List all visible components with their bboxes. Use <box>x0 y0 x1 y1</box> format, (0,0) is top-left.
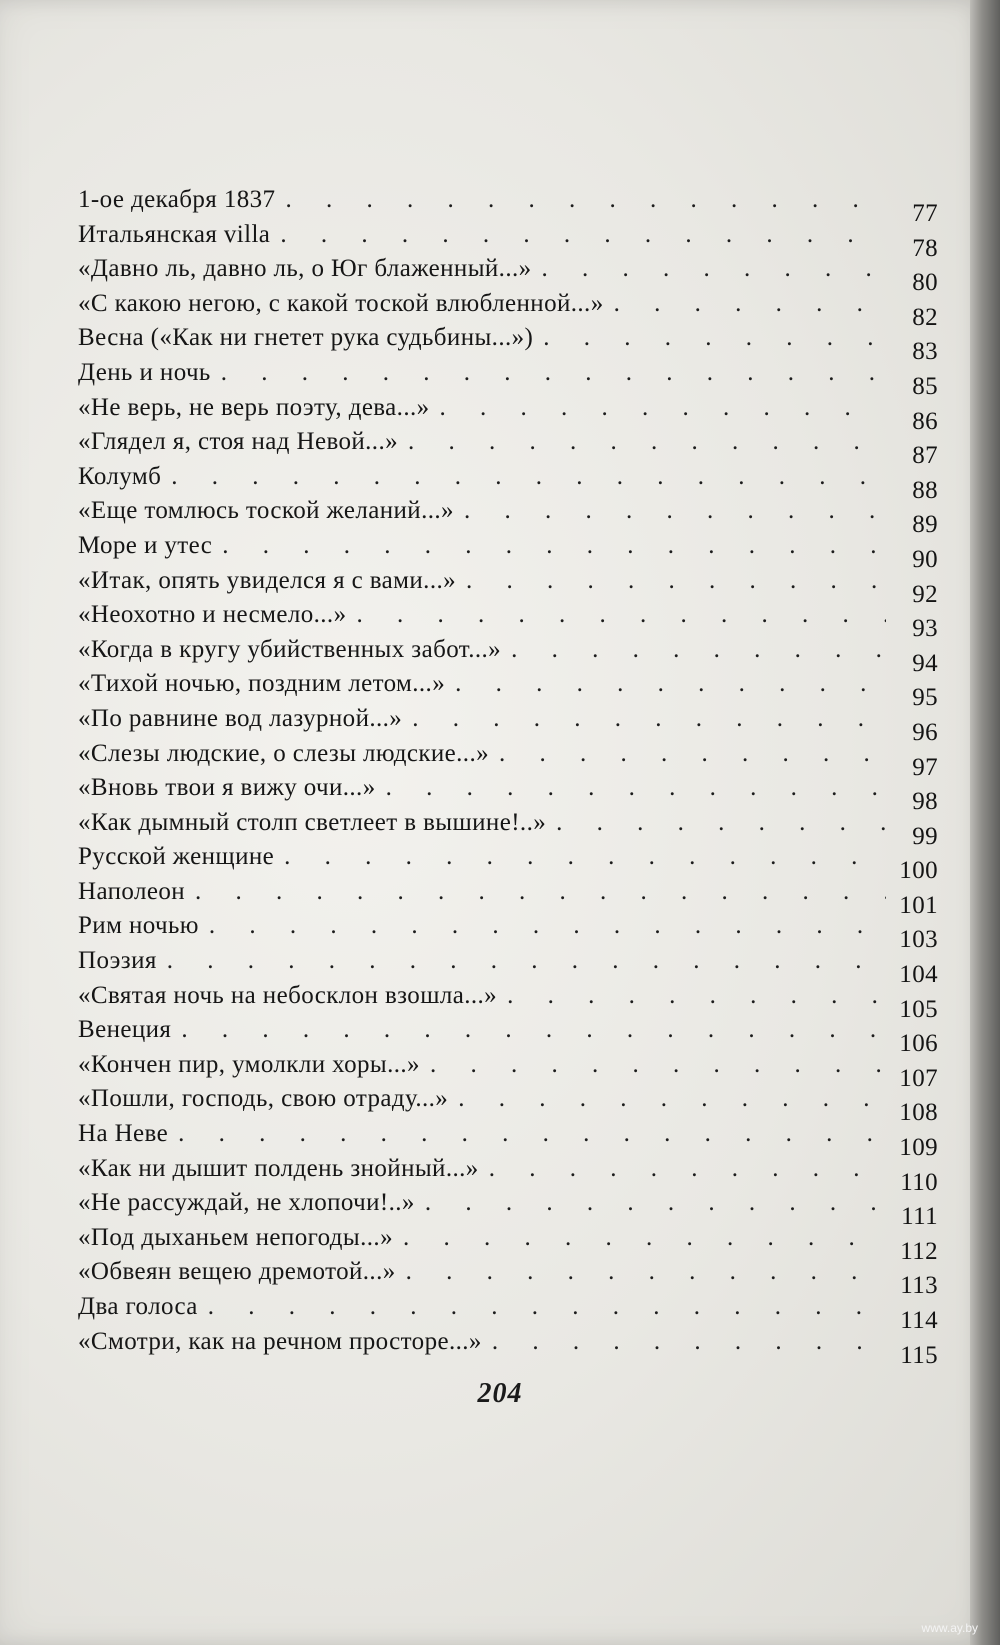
toc-entry-title: Колумб <box>78 462 162 490</box>
toc-entry-page: 109 <box>899 1134 938 1162</box>
toc-entry-title: «Как дымный столп светлеет в вышине!..» <box>78 808 547 836</box>
toc-entry-page: 97 <box>912 753 938 781</box>
toc-entry <box>78 909 938 954</box>
toc-dot-leader <box>604 287 886 322</box>
toc-dot-leader <box>546 806 886 841</box>
toc-entry-title: Наполеон <box>78 877 186 905</box>
toc-entry-title: Русской женщине <box>78 843 275 871</box>
toc-entry-title: «Итак, опять увиделся я с вами...» <box>78 566 457 594</box>
toc-entry-page: 95 <box>912 684 938 712</box>
toc-dot-leader <box>198 1290 886 1325</box>
toc-dot-leader <box>454 494 886 529</box>
toc-entry-page: 88 <box>912 476 938 504</box>
toc-dot-leader <box>396 1255 886 1290</box>
toc-entry-page: 90 <box>912 545 938 573</box>
toc-entry-page: 80 <box>912 269 938 297</box>
toc-entry-title: «Не верь, не верь поэту, дева...» <box>78 393 430 421</box>
toc-dot-leader <box>199 909 886 944</box>
toc-entry <box>78 806 938 850</box>
toc-entry-page: 114 <box>900 1307 938 1334</box>
toc-entry-title: «Глядел я, стоя над Невой...» <box>78 428 399 456</box>
toc-dot-leader <box>532 252 886 287</box>
toc-entry-title: На Неве <box>78 1120 169 1148</box>
toc-entry <box>78 321 938 366</box>
toc-entry <box>78 840 938 885</box>
toc-entry <box>78 875 938 919</box>
toc-entry <box>78 1325 938 1369</box>
toc-entry-title: 1-ое декабря 1837 <box>78 186 276 213</box>
toc-dot-leader <box>275 183 886 218</box>
toc-entry-title: «Святая ночь на небосклон взошла...» <box>78 981 498 1009</box>
toc-entry <box>78 1221 938 1265</box>
toc-entry-page: 82 <box>912 303 938 331</box>
toc-entry-page: 111 <box>901 1203 938 1231</box>
toc-entry <box>78 564 938 608</box>
toc-dot-leader <box>157 944 886 979</box>
toc-entry-page: 110 <box>900 1168 938 1196</box>
toc-entry-page: 98 <box>912 788 938 816</box>
toc-entry-page: 103 <box>899 926 938 954</box>
toc-entry <box>78 633 938 677</box>
toc-entry-page: 93 <box>912 615 938 643</box>
toc-entry-page: 104 <box>899 961 938 989</box>
toc-dot-leader <box>430 391 886 426</box>
toc-entry-title: «По равнине вод лазурной...» <box>78 704 403 732</box>
toc-entry <box>78 1186 938 1231</box>
toc-dot-leader <box>346 598 886 633</box>
toc-dot-leader <box>270 218 886 253</box>
toc-dot-leader <box>376 771 886 806</box>
toc-entry <box>78 771 938 816</box>
toc-entry-title: «Вновь твои я вижу очи...» <box>78 774 376 802</box>
toc-dot-leader <box>489 737 886 772</box>
toc-entry-title: «Когда в кругу убийственных забот...» <box>78 635 502 663</box>
toc-entry <box>78 1013 938 1058</box>
toc-entry-page: 86 <box>912 407 938 435</box>
toc-entry-page: 89 <box>912 511 938 539</box>
toc-entry <box>78 391 938 435</box>
toc-entry-title: «Обвеян вещею дремотой...» <box>78 1258 396 1286</box>
table-of-contents <box>78 183 938 1369</box>
toc-entry-page: 83 <box>912 338 938 366</box>
toc-entry-title: «Смотри, как на речном просторе...» <box>78 1327 482 1355</box>
toc-entry-title: «Давно ль, давно ль, о Юг блаженный...» <box>78 255 532 283</box>
toc-dot-leader <box>415 1186 886 1221</box>
toc-entry <box>78 737 938 781</box>
toc-entry-title: День и ночь <box>78 358 211 386</box>
toc-dot-leader <box>211 356 886 391</box>
toc-entry-page: 115 <box>900 1341 938 1369</box>
toc-dot-leader <box>448 1082 886 1117</box>
toc-entry <box>78 944 938 989</box>
toc-entry <box>78 1048 938 1092</box>
toc-dot-leader <box>393 1221 886 1256</box>
toc-entry-page: 112 <box>900 1237 938 1265</box>
toc-dot-leader <box>161 460 886 495</box>
toc-entry <box>78 1255 938 1300</box>
toc-entry-page: 113 <box>900 1272 938 1300</box>
toc-entry-title: Венеция <box>78 1016 172 1044</box>
toc-dot-leader <box>398 425 886 460</box>
toc-entry-page: 87 <box>912 442 938 470</box>
toc-dot-leader <box>171 1013 886 1048</box>
toc-entry-title: Поэзия <box>78 947 157 975</box>
toc-entry <box>78 218 938 262</box>
toc-entry <box>78 667 938 712</box>
page-number: 204 <box>477 1378 523 1409</box>
toc-entry-page: 94 <box>912 649 938 677</box>
toc-dot-leader <box>212 529 886 564</box>
toc-entry-page: 101 <box>899 891 938 919</box>
toc-entry-title: «Под дыханьем непогоды...» <box>78 1223 393 1251</box>
toc-dot-leader <box>479 1152 886 1187</box>
toc-entry-title: Море и утес <box>78 531 213 559</box>
toc-dot-leader <box>274 840 886 875</box>
toc-entry-page: 107 <box>899 1064 938 1092</box>
toc-entry-title: «Пошли, господь, свою отраду...» <box>78 1085 449 1113</box>
toc-dot-leader <box>445 667 886 702</box>
toc-dot-leader <box>456 564 886 599</box>
toc-dot-leader <box>402 702 886 737</box>
toc-entry-page: 105 <box>899 995 938 1023</box>
toc-dot-leader <box>482 1325 886 1360</box>
toc-entry <box>78 598 938 643</box>
toc-entry <box>78 425 938 470</box>
toc-entry <box>78 979 938 1023</box>
toc-entry <box>78 287 938 331</box>
toc-entry-title: Итальянская villa <box>78 220 271 248</box>
toc-entry-title: Весна («Как ни гнетет рука судьбины...») <box>78 324 534 352</box>
toc-dot-leader <box>497 979 886 1014</box>
toc-entry-title: «Слезы людские, о слезы людские...» <box>78 739 490 767</box>
toc-entry-title: «Кончен пир, умолкли хоры...» <box>78 1050 420 1078</box>
toc-entry <box>78 356 938 400</box>
toc-entry-page: 92 <box>912 580 938 608</box>
toc-entry-title: «Тихой ночью, поздним летом...» <box>78 670 446 698</box>
toc-entry-title: Рим ночью <box>78 912 199 940</box>
toc-entry-title: Два голоса <box>78 1293 198 1320</box>
toc-entry-title: «Не рассуждай, не хлопочи!..» <box>78 1189 415 1217</box>
toc-entry-page: 108 <box>899 1099 938 1127</box>
toc-entry-title: «С какою негою, с какой тоской влюбленной...» <box>78 289 604 317</box>
toc-entry <box>78 460 938 504</box>
toc-dot-leader <box>420 1048 886 1083</box>
toc-entry-page: 106 <box>899 1030 938 1058</box>
toc-dot-leader <box>501 633 886 668</box>
toc-entry <box>78 183 938 227</box>
toc-entry <box>78 529 938 573</box>
toc-entry-title: «Неохотно и несмело...» <box>78 601 347 629</box>
toc-entry <box>78 702 938 746</box>
toc-entry <box>78 1152 938 1196</box>
toc-entry-page: 85 <box>912 372 938 400</box>
toc-entry-page: 96 <box>912 718 938 746</box>
toc-entry <box>78 252 938 297</box>
toc-entry <box>78 494 938 539</box>
toc-entry <box>78 1290 938 1334</box>
toc-entry-title: «Как ни дышит полдень знойный...» <box>78 1154 479 1182</box>
watermark: www.ay.by <box>921 1621 978 1635</box>
toc-entry <box>78 1082 938 1127</box>
toc-entry-page: 77 <box>912 200 938 227</box>
toc-entry-title: «Еще томлюсь тоской желаний...» <box>78 497 454 525</box>
toc-dot-leader <box>533 321 886 356</box>
toc-dot-leader <box>168 1117 886 1152</box>
toc-entry <box>78 1117 938 1162</box>
toc-entry-page: 78 <box>912 234 938 262</box>
toc-entry-page: 100 <box>899 857 938 885</box>
toc-dot-leader <box>185 875 886 910</box>
toc-entry-page: 99 <box>912 822 938 850</box>
